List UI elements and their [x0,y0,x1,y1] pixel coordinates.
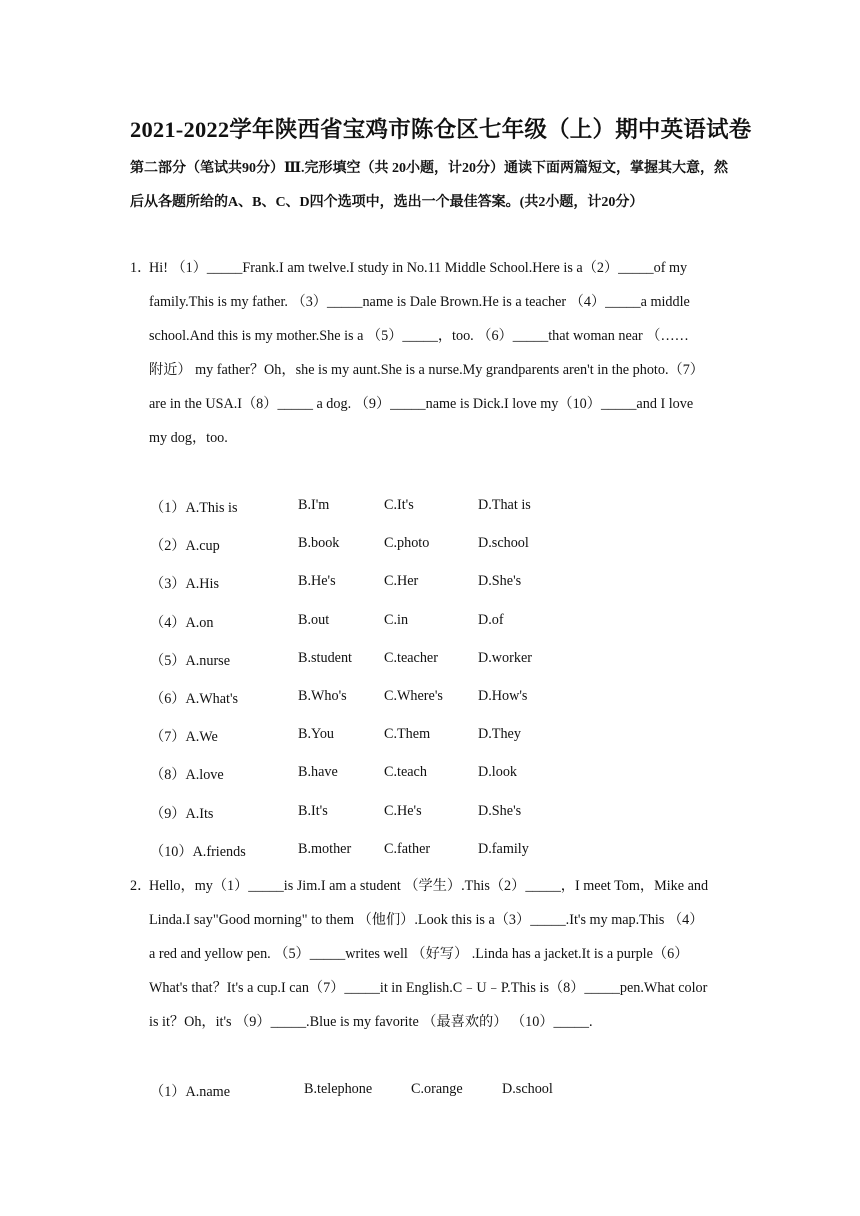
question-number: 2． [130,878,152,894]
passage-line: Hello，my（1）_____is Jim.I am a student （学生）.This（2）_____，I meet Tom，Mike and [149,878,709,894]
option-b: B.I'm [298,497,330,513]
passage-line: Linda.I say"Good morning" to them （他们）.Look this is a（3）_____.It's my map.This （4） [149,912,704,928]
option-d: D.school [502,1081,553,1097]
option-a: （7）A.We [150,729,218,746]
option-d: D.look [478,764,518,781]
option-c: C.teach [384,764,427,781]
option-a: （9）A.Its [150,805,214,822]
option-a: （8）A.love [150,767,224,784]
option-b: B.student [298,649,352,666]
option-b: B.book [298,535,340,552]
option-c: C.He's [384,802,422,819]
passage-line: my dog，too. [149,430,228,446]
option-b: B.have [298,764,338,781]
option-c: C.It's [384,497,414,513]
option-a: （4）A.on [150,614,214,631]
section-instructions: 第二部分（笔试共90分）Ⅲ.完形填空（共 20小题，计20分）通读下面两篇短文，掌握其大意，然后从各题所给的A、B、C、D四个选项中，选出一个最佳答案。(共2小题，计20分） [130,161,729,210]
passage-line: a red and yellow pen. （5）_____writes well （好写） .Linda has a jacket.It is a purple（6） [149,946,689,962]
option-d: D.She's [478,802,522,819]
option-a: （1）A.name [150,1084,230,1100]
option-b: B.out [298,611,330,628]
option-a: （5）A.nurse [150,652,230,669]
option-c: C.Her [384,573,419,590]
option-d: D.She's [478,573,522,590]
option-b: B.Who's [298,687,347,704]
option-c: C.Where's [384,687,443,704]
option-a: （10）A.friends [150,843,246,860]
option-d: D.school [478,535,529,552]
passage-line: Hi! （1）_____Frank.I am twelve.I study in No.11 Middle School.Here is a（2）_____of my [149,260,688,276]
passage-line: family.This is my father. （3）_____name is Dale Brown.He is a teacher （4）_____a middle [149,294,690,310]
option-d: D.How's [478,687,528,704]
passage-line: school.And this is my mother.She is a （5）_____，too. （6）_____that woman near （…… [149,328,689,344]
page-title: 2021-2022学年陕西省宝鸡市陈仓区七年级（上）期中英语试卷 [130,117,752,142]
option-a: （1）A.This is [150,500,238,516]
passage-line: What's that？It's a cup.I can（7）_____it in English.C﹣U﹣P.This is（8）_____pen.What color [149,980,708,996]
option-b: B.You [298,726,335,743]
question-1-passage [130,251,730,455]
option-c: C.teacher [384,649,438,666]
option-b: B.He's [298,573,336,590]
option-b: B.telephone [304,1081,373,1097]
option-d: D.They [478,726,521,743]
option-c: C.orange [411,1081,463,1097]
option-c: C.Them [384,726,431,743]
option-d: D.of [478,611,504,628]
passage-line: 附近） my father？Oh，she is my aunt.She is a nurse.My grandparents aren't in the photo.（7） [149,362,704,378]
option-b: B.It's [298,802,328,819]
option-c: C.in [384,611,409,628]
option-d: D.That is [478,497,531,513]
question-2-passage [130,869,730,1039]
option-a: （6）A.What's [150,690,239,707]
option-c: C.father [384,840,431,857]
passage-line: are in the USA.I（8）_____ a dog. （9）_____name is Dick.I love my（10）_____and I love [149,396,694,412]
option-a: （3）A.His [150,576,219,593]
option-d: D.family [478,840,529,857]
question-number: 1． [130,260,152,276]
option-c: C.photo [384,535,430,552]
option-b: B.mother [298,840,352,857]
passage-line: is it？Oh，it's （9）_____.Blue is my favorite （最喜欢的） （10）_____. [149,1014,593,1030]
option-d: D.worker [478,649,532,666]
option-a: （2）A.cup [150,538,220,555]
